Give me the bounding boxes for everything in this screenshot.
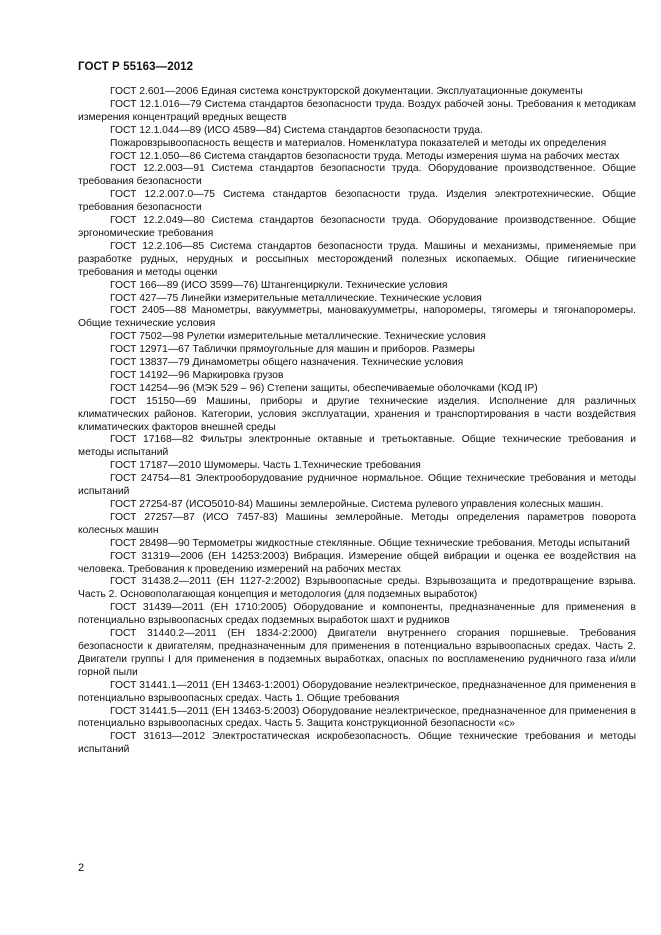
reference-item: ГОСТ 24754—81 Электрооборудование рудничное нормальное. Общие технические требования и методы испытаний <box>78 473 636 498</box>
page-number: 2 <box>78 862 85 874</box>
reference-item: ГОСТ 12971—67 Таблички прямоугольные для машин и приборов. Размеры <box>110 344 475 356</box>
reference-item: ГОСТ 17168—82 Фильтры электронные октавные и третьоктавные. Общие технические требования и методы испытаний <box>78 434 636 459</box>
reference-item: ГОСТ 12.2.003—91 Система стандартов безопасности труда. Оборудование производственное. Общие требования безопасности <box>78 163 636 188</box>
reference-item: Пожаровзрывоопасность веществ и материалов. Номенклатура показателей и методы их определения <box>110 137 607 149</box>
reference-item: ГОСТ 31319—2006 (ЕН 14253:2003) Вибрация. Измерение общей вибрации и оценка ее воздействия на человека. Требования к проведению измерений на рабочих местах <box>78 550 636 575</box>
reference-item: ГОСТ 15150—69 Машины, приборы и другие технические изделия. Исполнение для различных климатических районов. Категории, условия эксплуатации, хранения и транспортирования в части воздействия климатических факторов внешней среды <box>78 395 636 433</box>
reference-item: ГОСТ 12.2.049—80 Система стандартов безопасности труда. Оборудование производственное. Общие эргономические требования <box>78 215 636 239</box>
reference-item: ГОСТ 427—75 Линейки измерительные металлические. Технические условия <box>110 292 482 304</box>
reference-item: ГОСТ 28498—90 Термометры жидкостные стеклянные. Общие технические требования. Методы испытаний <box>110 537 630 549</box>
reference-item: ГОСТ 31441.1—2011 (ЕН 13463-1:2001) Оборудование неэлектрическое, предназначенное для применения в потенциально взрывоопасных средах. Часть 1. Общие требования <box>78 679 636 704</box>
reference-item: ГОСТ 2.601—2006 Единая система конструкторской документации. Эксплуатационные документы <box>110 86 583 97</box>
reference-item: ГОСТ 166—89 (ИСО 3599—76) Штангенциркули. Технические условия <box>110 279 448 291</box>
reference-item: ГОСТ 12.1.044—89 (ИСО 4589—84) Система стандартов безопасности труда. <box>110 124 483 136</box>
normative-references-list <box>78 86 636 757</box>
reference-item: ГОСТ 31613—2012 Электростатическая искробезопасность. Общие технические требования и методы испытаний <box>78 731 636 756</box>
reference-item: ГОСТ 12.1.050—86 Система стандартов безопасности труда. Методы измерения шума на рабочих местах <box>110 150 620 162</box>
reference-item: ГОСТ 31438.2—2011 (ЕН 1127-2:2002) Взрывоопасные среды. Взрывозащита и предотвращение взрыва. Часть 2. Основополагающая концепция и методология (для подземных выработок) <box>78 576 636 601</box>
document-code-header: ГОСТ Р 55163—2012 <box>78 61 194 73</box>
reference-item: ГОСТ 14254—96 (МЭК 529 – 96) Степени защиты, обеспечиваемые оболочками (КОД IP) <box>110 382 538 394</box>
reference-item: ГОСТ 12.2.106—85 Система стандартов безопасности труда. Машины и механизмы, применяемые при разработке рудных, нерудных и россыпных месторождений полезных ископаемых. Общие гигиенические требования и методы оценки <box>78 240 636 278</box>
reference-item: ГОСТ 12.1.016—79 Система стандартов безопасности труда. Воздух рабочей зоны. Требования к методикам измерения концентраций вредных веществ <box>78 98 636 123</box>
reference-item: ГОСТ 27257—87 (ИСО 7457-83) Машины землеройные. Методы определения параметров поворота колесных машин <box>78 511 636 536</box>
reference-item: ГОСТ 31441.5—2011 (ЕН 13463-5:2003) Оборудование неэлектрическое, предназначенное для применения в потенциально взрывоопасных средах. Часть 5. Защита конструкционной безопасности «с» <box>78 705 636 730</box>
reference-item: ГОСТ 27254-87 (ИСО5010-84) Машины землеройные. Система рулевого управления колесных машин. <box>110 499 604 510</box>
reference-item: ГОСТ 17187—2010 Шумомеры. Часть 1.Технические требования <box>110 460 421 472</box>
reference-item: ГОСТ 2405—88 Манометры, вакуумметры, мановакуумметры, напоромеры, тягомеры и тягонапоромеры. Общие технические условия <box>78 305 636 330</box>
reference-item: ГОСТ 7502—98 Рулетки измерительные металлические. Технические условия <box>110 331 486 343</box>
reference-item: ГОСТ 31440.2—2011 (ЕН 1834-2:2000) Двигатели внутреннего сгорания поршневые. Требования безопасности к двигателям, предназначенным для применения в потенциально взрывоопасных средах. Часть 2. Двигатели группы I для применения в подземных выработках, опасных по воспламенению рудничного газа и/или горной пыли <box>78 628 636 678</box>
reference-item: ГОСТ 12.2.007.0—75 Система стандартов безопасности труда. Изделия электротехнические. Общие требования безопасности <box>78 189 636 214</box>
reference-item: ГОСТ 31439—2011 (ЕН 1710:2005) Оборудование и компоненты, предназначенные для применения в потенциально взрывоопасных средах подземных выработок шахт и рудников <box>78 602 636 627</box>
reference-item: ГОСТ 13837—79 Динамометры общего назначения. Технические условия <box>110 357 464 369</box>
reference-item: ГОСТ 14192—96 Маркировка грузов <box>110 369 284 381</box>
